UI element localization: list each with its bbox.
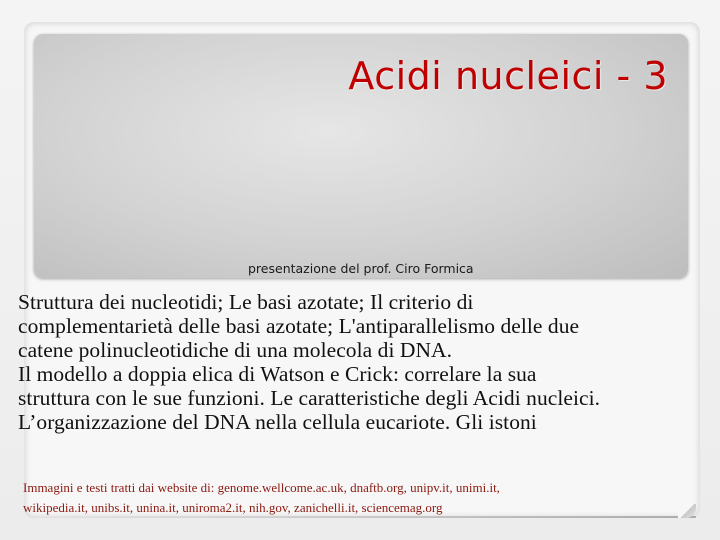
- body-line: Struttura dei nucleotidi; Le basi azotate; Il criterio di: [18, 290, 474, 314]
- body-line: Il modello a doppia elica di Watson e Crick: correlare la sua: [18, 362, 537, 386]
- body-line: struttura con le sue funzioni. Le caratteristiche degli Acidi nucleici.: [18, 386, 601, 410]
- credits: [23, 478, 693, 518]
- body-line: catene polinucleotidiche di una molecola di DNA.: [18, 338, 453, 362]
- title-panel: [34, 34, 688, 278]
- body-line: L’organizzazione del DNA nella cellula eucariote. Gli istoni: [18, 410, 537, 434]
- slide-subtitle: presentazione del prof. Ciro Formica: [248, 261, 474, 276]
- slide-body: [18, 290, 710, 434]
- bottom-rule: [24, 516, 696, 518]
- credits-line: Immagini e testi tratti dai website di: genome.wellcome.ac.uk, dnaftb.org, unipv.it, unimi.it,: [23, 480, 500, 495]
- slide-title: Acidi nucleici - 3: [348, 54, 668, 98]
- body-line: complementarietà delle basi azotate; L'antiparallelismo delle due: [18, 314, 580, 338]
- credits-line: wikipedia.it, unibs.it, unina.it, uniroma2.it, nih.gov, zanichelli.it, sciencemag.org: [23, 500, 443, 515]
